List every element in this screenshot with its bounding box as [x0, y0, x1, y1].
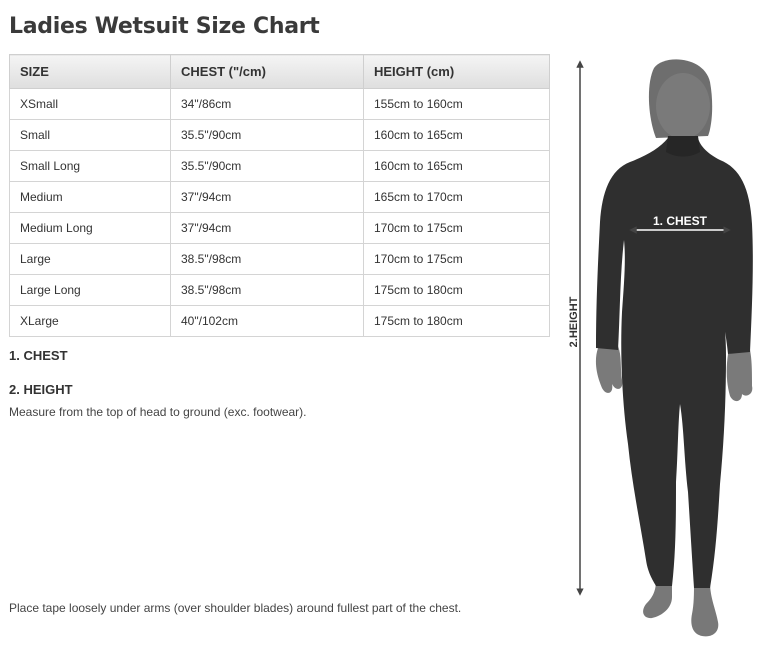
height-cell: 175cm to 180cm	[364, 306, 550, 337]
size-cell: XLarge	[10, 306, 171, 337]
chest-cell: 37"/94cm	[171, 182, 364, 213]
height-cell: 170cm to 175cm	[364, 244, 550, 275]
column-header-size: SIZE	[10, 55, 171, 89]
height-note-text: Measure from the top of head to ground (exc. footwear).	[9, 405, 307, 419]
page-title: Ladies Wetsuit Size Chart	[9, 14, 320, 39]
table-row	[10, 151, 550, 182]
chest-cell: 40"/102cm	[171, 306, 364, 337]
right-foot	[691, 582, 718, 636]
height-label: 2.HEIGHT	[568, 296, 580, 348]
table-row	[10, 275, 550, 306]
chest-cell: 37"/94cm	[171, 213, 364, 244]
size-table	[9, 54, 550, 337]
height-cell: 155cm to 160cm	[364, 89, 550, 120]
height-cell: 160cm to 165cm	[364, 151, 550, 182]
size-cell: XSmall	[10, 89, 171, 120]
chest-note-text: Place tape loosely under arms (over shoulder blades) around fullest part of the chest.	[9, 601, 462, 615]
table-row	[10, 213, 550, 244]
size-cell: Large Long	[10, 275, 171, 306]
table-header-row	[10, 55, 550, 89]
table-row	[10, 244, 550, 275]
height-note-title: 2. HEIGHT	[9, 382, 73, 397]
size-cell: Small	[10, 120, 171, 151]
chest-cell: 35.5"/90cm	[171, 151, 364, 182]
left-hand	[596, 346, 622, 393]
height-cell: 170cm to 175cm	[364, 213, 550, 244]
column-header-chest: CHEST ("/cm)	[171, 55, 364, 89]
table-row	[10, 182, 550, 213]
size-cell: Small Long	[10, 151, 171, 182]
size-cell: Large	[10, 244, 171, 275]
head-shape	[656, 73, 710, 139]
chest-cell: 35.5"/90cm	[171, 120, 364, 151]
table-row	[10, 306, 550, 337]
height-cell: 160cm to 165cm	[364, 120, 550, 151]
size-cell: Medium Long	[10, 213, 171, 244]
height-cell: 175cm to 180cm	[364, 275, 550, 306]
wetsuit-figure	[560, 52, 775, 649]
suit-collar	[666, 136, 700, 157]
height-cell: 165cm to 170cm	[364, 182, 550, 213]
chest-cell: 38.5"/98cm	[171, 244, 364, 275]
chest-cell: 38.5"/98cm	[171, 275, 364, 306]
column-header-height: HEIGHT (cm)	[364, 55, 550, 89]
woman-silhouette	[560, 52, 775, 649]
table-row	[10, 89, 550, 120]
right-hand	[727, 350, 753, 401]
chest-cell: 34"/86cm	[171, 89, 364, 120]
chest-note-title: 1. CHEST	[9, 348, 68, 363]
size-cell: Medium	[10, 182, 171, 213]
table-row	[10, 120, 550, 151]
chest-label: 1. CHEST	[652, 214, 708, 228]
